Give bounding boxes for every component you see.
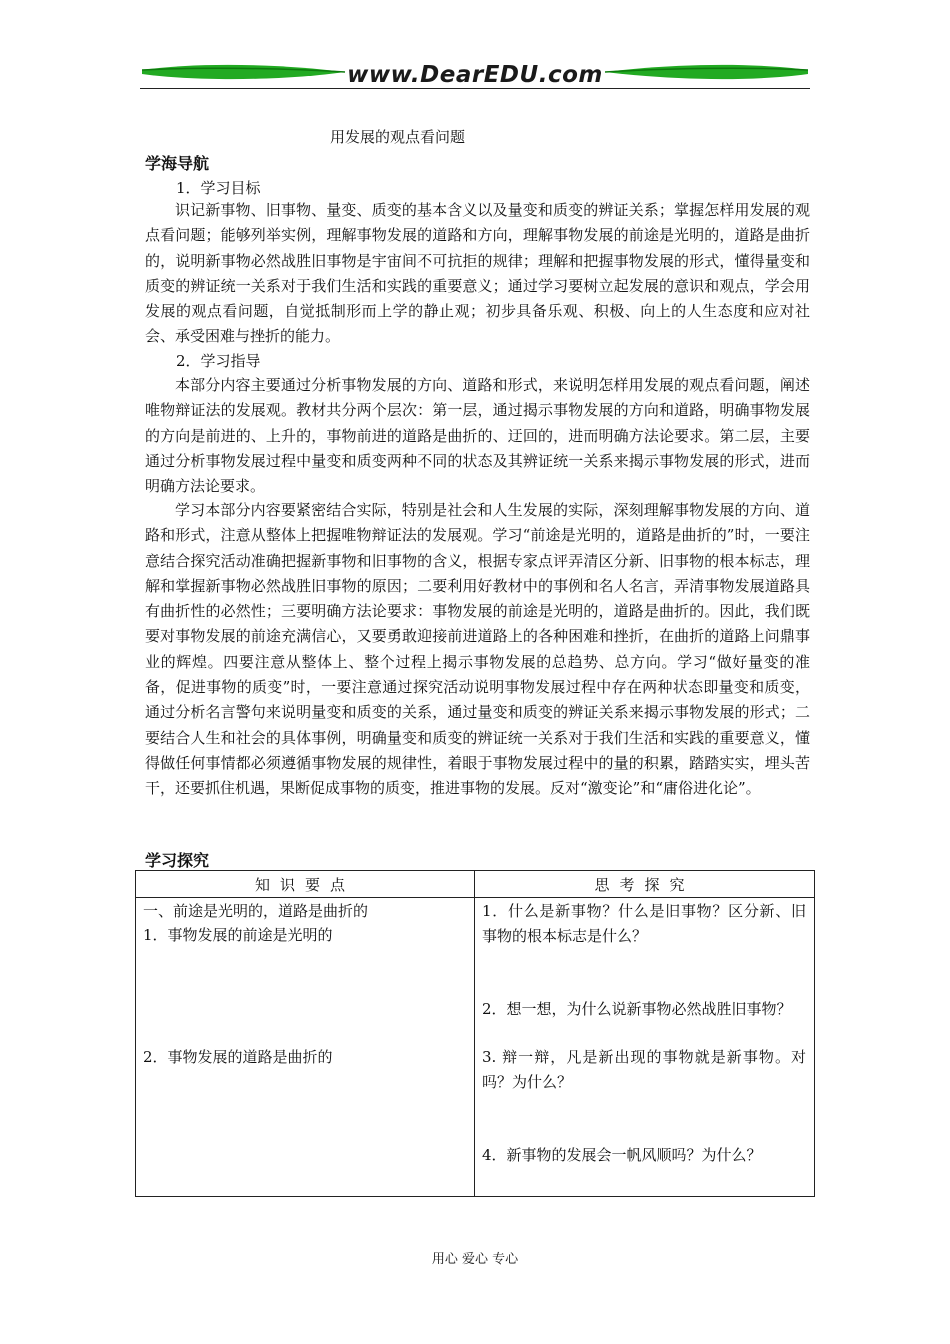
header-rule xyxy=(140,88,810,89)
question-item: 2．想一想，为什么说新事物必然战胜旧事物？ xyxy=(482,1000,792,1018)
site-logo-text: www.DearEDU.com xyxy=(347,62,603,88)
question-item: 1．什么是新事物？什么是旧事物？区分新、旧事物的根本标志是什么？ xyxy=(482,902,806,945)
guide-paragraph-1: 本部分内容主要通过分析事物发展的方向、道路和形式，来说明怎样用发展的观点看问题，阐述唯物辩证法的发展观。教材共分两个层次：第一层，通过揭示事物发展的方向和道路，明确事物发展的方向是前进的、上升的，事物前进的道路是曲折的、迂回的，进而明确方法论要求。第二层，主要通过分析事物发展过程中量变和质变两种不同的状态及其辨证统一关系来揭示事物发展的形式，进而明确方法论要求。 xyxy=(145,376,810,496)
knowledge-item: 1．事物发展的前途是光明的 xyxy=(143,926,333,944)
section-heading-nav: 学海导航 xyxy=(145,154,210,173)
knowledge-item: 一、前途是光明的，道路是曲折的 xyxy=(143,902,369,920)
doc-title: 用发展的观点看问题 xyxy=(330,128,466,146)
question-item: 4．新事物的发展会一帆风顺吗？为什么？ xyxy=(482,1146,762,1164)
goal-heading: 1．学习目标 xyxy=(176,179,261,197)
goal-paragraph: 识记新事物、旧事物、量变、质变的基本含义以及量变和质变的辨证关系；掌握怎样用发展的观点看问题；能够列举实例，理解事物发展的道路和方向，理解事物发展的前途是光明的，道路是曲折的，说明新事物必然战胜旧事物是宇宙间不可抗拒的规律；理解和把握事物发展的形式，懂得量变和质变的辨证统一关系对于我们生活和实践的重要意义；通过学习要树立起发展的意识和观点，学会用发展的观点看问题，自觉抵制形而上学的静止观；初步具备乐观、积极、向上的人生态度和应对社会、承受困难与挫折的能力。 xyxy=(145,201,810,346)
question-item: 3. 辩一辩，凡是新出现的事物就是新事物。对吗？为什么？ xyxy=(482,1048,806,1091)
site-header xyxy=(140,58,810,98)
knowledge-item: 2．事物发展的道路是曲折的 xyxy=(143,1048,333,1066)
guide-paragraph-2: 学习本部分内容要紧密结合实际，特别是社会和人生发展的实际，深刻理解事物发展的方向、道路和形式，注意从整体上把握唯物辩证法的发展观。学习“前途是光明的，道路是曲折的”时，一要注意结合探究活动准确把握新事物和旧事物的含义，根据专家点评弄清区分新、旧事物的根本标志，理解和掌握新事物必然战胜旧事物的原因；二要利用好教材中的事例和名人名言，弄清事物发展道路具有曲折性的必然性；三要明确方法论要求：事物发展的前途是光明的，道路是曲折的。因此，我们既要对事物发展的前途充满信心，又要勇敢迎接前进道路上的各种困难和挫折，在曲折的道路上问鼎事业的辉煌。四要注意从整体上、整个过程上揭示事物发展的总趋势、总方向。学习“做好量变的准备，促进事物的质变”时，一要注意通过探究活动说明事物发展过程中存在两种状态即量变和质变，通过分析名言警句来说明量变和质变的关系，通过量变和质变的辨证关系来揭示事物发展的形式；二要结合人生和社会的具体事例，明确量变和质变的辨证统一关系对于我们生活和实践的重要意义，懂得做任何事情都必须遵循事物发展的规律性，着眼于事物发展过程中的量的积累，踏踏实实，埋头苦干，还要抓住机遇，果断促成事物的质变，推进事物的发展。反对“激变论”和“庸俗进化论”。 xyxy=(145,501,810,798)
thinking-cell xyxy=(475,898,815,1197)
knowledge-cell xyxy=(136,898,475,1197)
col-header-thinking: 思考探究 xyxy=(475,871,815,898)
guide-heading: 2．学习指导 xyxy=(176,352,261,370)
study-table xyxy=(135,870,815,1197)
section-heading-explore: 学习探究 xyxy=(145,851,210,870)
page-footer: 用心 爱心 专心 xyxy=(431,1252,519,1267)
col-header-knowledge: 知识要点 xyxy=(136,871,475,898)
